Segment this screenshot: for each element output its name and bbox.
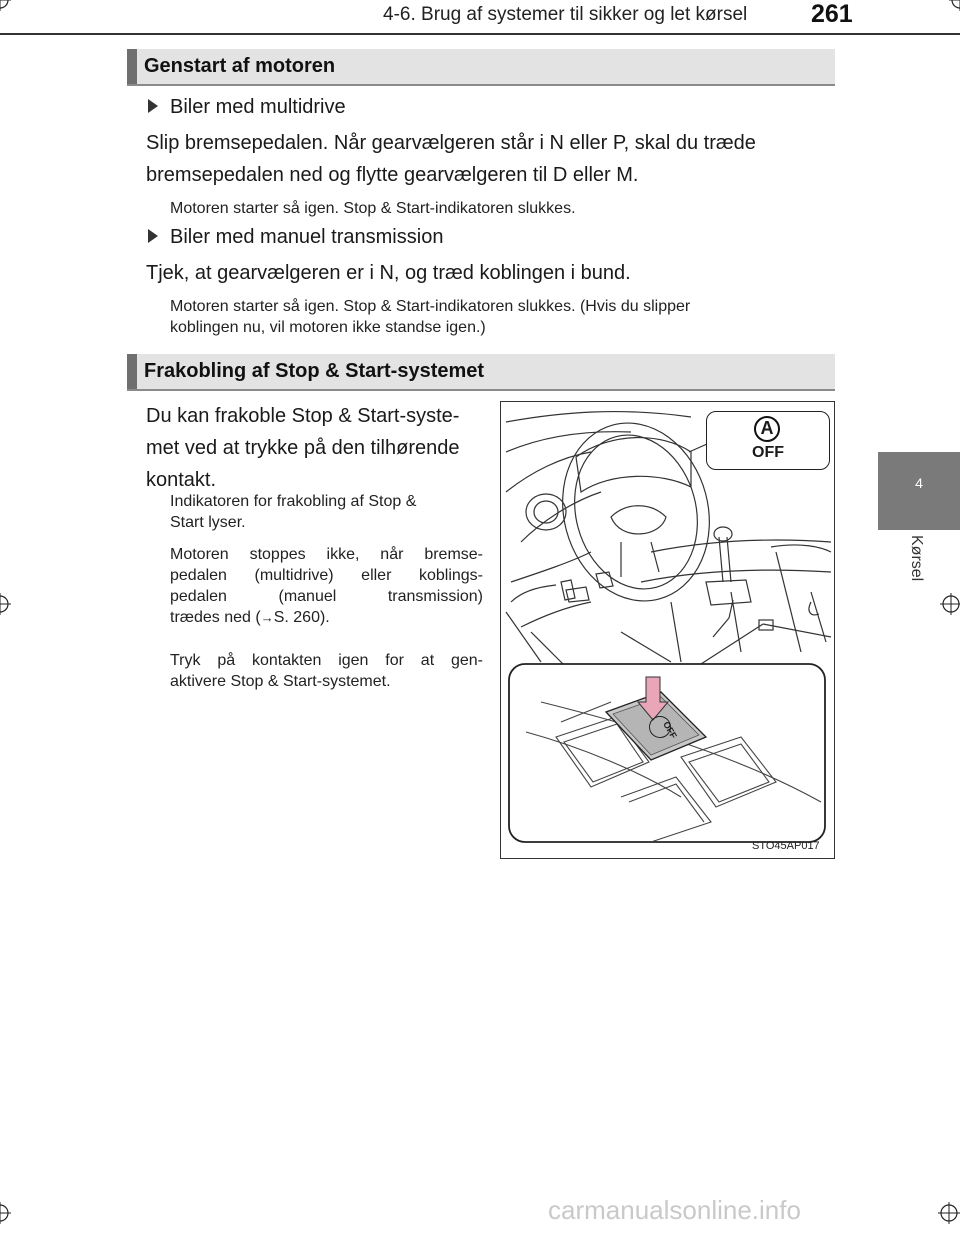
- registration-mark-icon: [949, 0, 960, 11]
- text-line: pedalen (multidrive) eller koblings-: [170, 567, 483, 584]
- text-line: Motoren stoppes ikke, når bremse-: [170, 546, 483, 563]
- paragraph-multidrive: [146, 127, 836, 191]
- callout-off-text: OFF: [752, 444, 784, 461]
- note-manual: [170, 296, 830, 338]
- page-number: 261: [811, 0, 853, 28]
- triangle-bullet-icon: [148, 229, 158, 243]
- registration-mark-icon: [940, 593, 960, 615]
- text-line: Slip bremsepedalen. Når gearvælgeren står i N eller P, skal du træde: [146, 132, 756, 154]
- note-reactivate: [170, 650, 483, 692]
- text-line: koblingen nu, vil motoren ikke standse igen.): [170, 319, 486, 336]
- text-line: Indikatoren for frakobling af Stop &: [170, 493, 417, 510]
- registration-mark-icon: [0, 1202, 11, 1224]
- section-heading-restart: [127, 49, 835, 86]
- chapter-tab: [878, 452, 960, 530]
- bullet-multidrive: [148, 96, 346, 119]
- text-line: pedalen (manuel transmission): [170, 588, 483, 605]
- text-line: kontakt.: [146, 469, 217, 491]
- text-line: met ved at trykke på den tilhørende: [146, 437, 460, 459]
- switch-callout: [706, 411, 830, 470]
- car-interior-drawing: [501, 402, 833, 857]
- text-line: Du kan frakoble Stop & Start-syste-: [146, 405, 460, 427]
- chapter-number: 4: [915, 475, 923, 491]
- text-line: bremsepedalen ned og flytte gearvælgeren til D eller M.: [146, 164, 639, 186]
- callout-symbol: A: [760, 418, 774, 438]
- text-line: Motoren starter så igen. Stop & Start-indikatoren slukkes. (Hvis du slipper: [170, 298, 691, 315]
- text-line: [170, 607, 483, 628]
- header-rule: [0, 33, 960, 35]
- text-line: Tryk på kontakten igen for at gen-: [170, 652, 483, 669]
- bullet-label: Biler med multidrive: [170, 96, 346, 118]
- registration-mark-icon: [938, 1202, 960, 1224]
- note-not-stopped: [170, 544, 483, 628]
- text-line: Start lyser.: [170, 514, 246, 531]
- chapter-label: Kørsel: [908, 535, 925, 582]
- triangle-bullet-icon: [148, 99, 158, 113]
- registration-mark-icon: [0, 593, 11, 615]
- paragraph-manual: Tjek, at gearvælgeren er i N, og træd koblingen i bund.: [146, 262, 631, 284]
- running-header: 4-6. Brug af systemer til sikker og let kørsel: [383, 4, 748, 25]
- figure-code: STO45AP017: [752, 840, 820, 852]
- bullet-manual: [148, 226, 443, 249]
- text-line: aktivere Stop & Start-systemet.: [170, 673, 391, 690]
- page-reference-arrow-icon: →: [260, 610, 274, 625]
- registration-mark-icon: [0, 0, 11, 11]
- note-multidrive: Motoren starter så igen. Stop & Start-indikatoren slukkes.: [170, 200, 576, 217]
- section-heading-text: Genstart af motoren: [144, 55, 336, 77]
- stop-start-illustration: [500, 401, 835, 859]
- bullet-label: Biler med manuel transmission: [170, 226, 444, 248]
- text-fragment: trædes ned (: [170, 609, 261, 626]
- note-indicator: [170, 491, 483, 533]
- watermark: carmanualsonline.info: [548, 1195, 801, 1225]
- section-heading-disable: [127, 354, 835, 391]
- paragraph-disable: [146, 400, 491, 496]
- page-reference-link[interactable]: S. 260).: [273, 609, 330, 626]
- button-off-text: OFF: [661, 719, 679, 741]
- section-heading-text: Frakobling af Stop & Start-systemet: [144, 360, 485, 382]
